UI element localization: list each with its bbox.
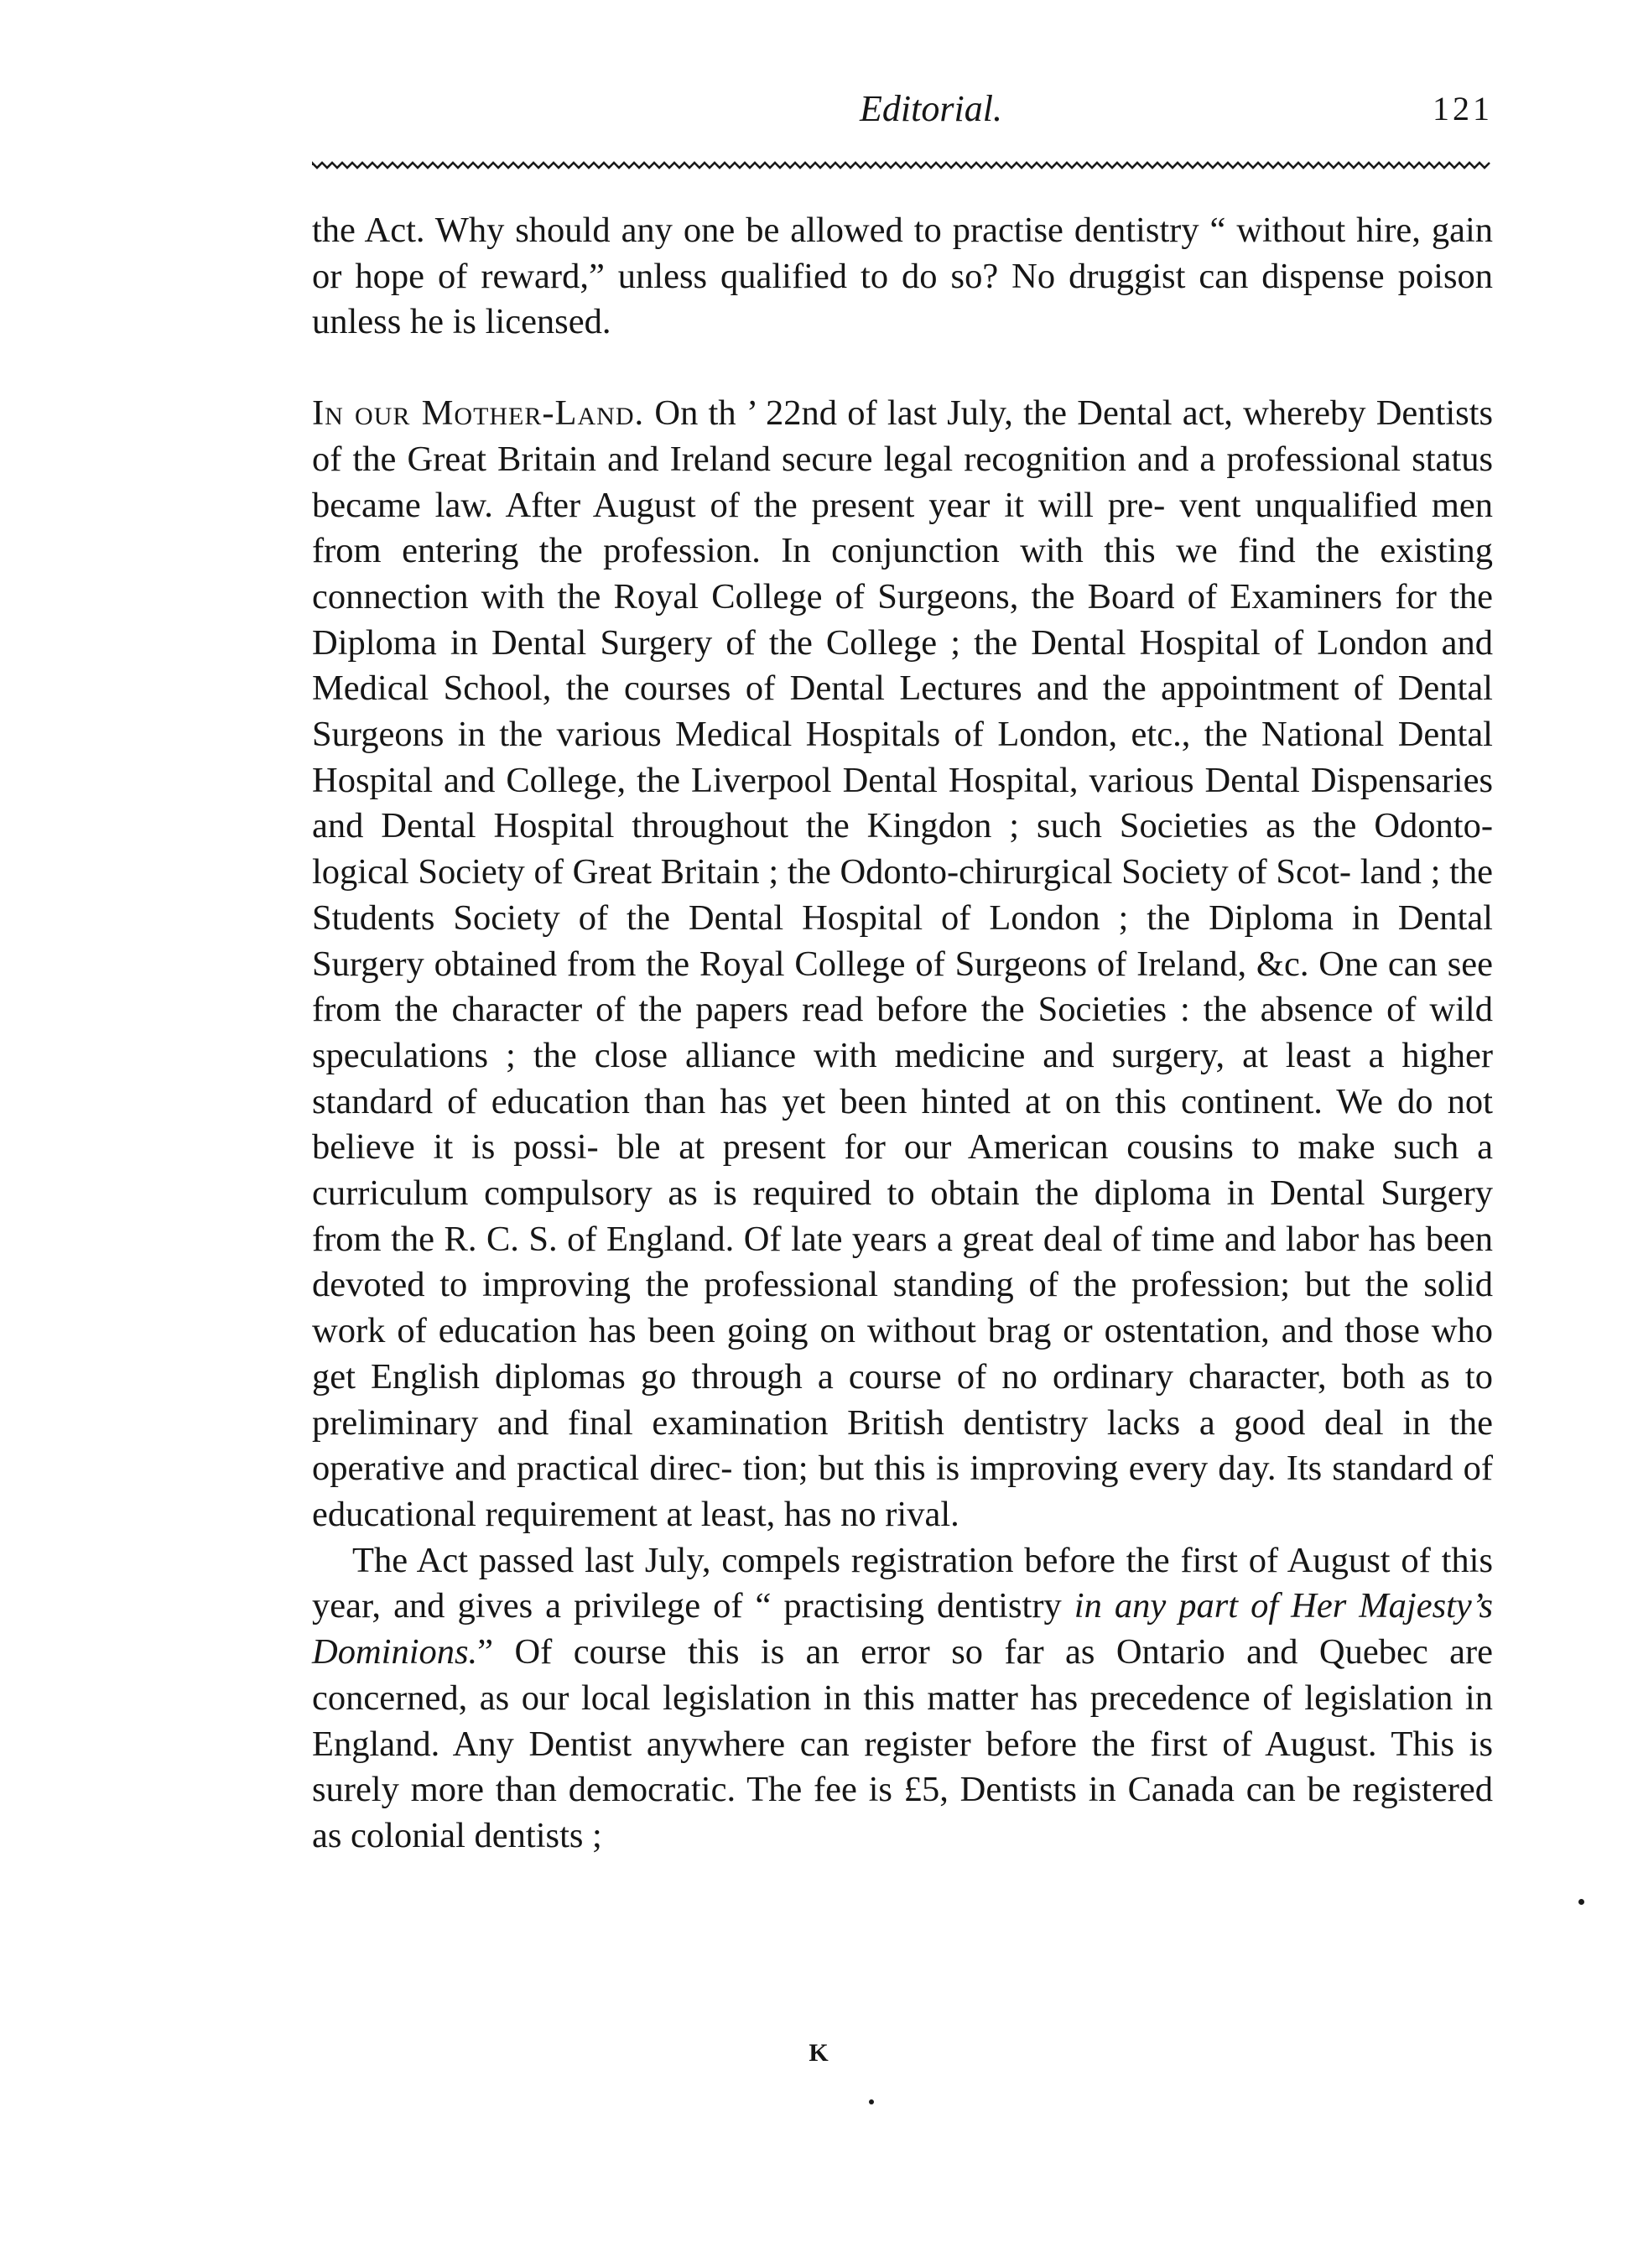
paragraph-3-text-a: The Act passed last July, compels registration before the first of August of this year, and gives a privilege of “ practising dentistry bbox=[312, 1540, 1493, 1626]
paragraph-1: the Act. Why should any one be allowed to practise dentistry “ without hire, gain or hope of reward,” unless qualified to do so? No druggist can dispense poison unless he is licensed. bbox=[312, 211, 1493, 342]
paragraph-3 bbox=[312, 1538, 1493, 1860]
page-number: 121 bbox=[1433, 90, 1493, 127]
wavy-rule-graphic bbox=[312, 159, 1493, 171]
paragraph-3-italic: in any part of Her Majesty’s Dominions. bbox=[312, 1586, 1494, 1672]
paragraph-3-text-b: ” Of course this is an error so far as Ontario and Quebec are concerned, as our local legislation in this matter has precedence of legislation in England. Any Dentist anywhere can register before the first of August. This is surely more than democratic. The fee is £5, Dentists in Canada can be registered as colonial dentists ; bbox=[312, 1632, 1493, 1855]
article-body bbox=[312, 208, 1493, 1860]
wavy-rule bbox=[312, 159, 1493, 171]
paragraph-2-text: On th ’ 22nd of last July, the Dental act, whereby Dentists of the Great Britain and Ireland secure legal recognition and a professional status became law. After August of the present year it will pre- vent unqualified men from entering the profession. In conjunction with this we find the existing connection with the Royal College of Surgeons, the Board of Examiners for the Diploma in Dental Surgery of the College ; the Dental Hospital of London and Medical School, the courses of Dental Lectures and the appointment of Dental Surgeons in the various Medical Hospitals of London, etc., the National Dental Hospital and College, the Liverpool Dental Hospital, various Dental Dispensaries and Dental Hospital throughout the Kingdon ; such Societies as the Odonto- logical Society of Great Britain ; the Odonto-chirurgical Society of Scot- land ; the Students Society of the Dental Hospital of London ; the Diploma in Dental Surgery obtained from the Royal College of Surgeons of Ireland, &c. One can see from the character of the papers read before the Societies : the absence of wild speculations ; the close alliance with medicine and surgery, at least a higher standard of education than has yet been hinted at on this continent. We do not believe it is possi- ble at present for our American cousins to make such a curriculum compulsory as is required to obtain the diploma in Dental Surgery from the R. C. S. of England. Of late years a great deal of time and labor has been devoted to improving the professional standing of the profession; but the solid work of education has been going on without brag or ostentation, and those who get English diplomas go through a course of no ordinary character, both as to preliminary and final examination British dentistry lacks a good deal in the operative and practical direc- tion; but this is improving every day. Its standard of educational requirement at least, has no rival. bbox=[312, 393, 1494, 1534]
running-title: Editorial. bbox=[860, 88, 1002, 129]
ink-speck bbox=[1578, 1899, 1584, 1905]
running-head bbox=[0, 84, 1638, 134]
signature-mark: K bbox=[809, 2039, 829, 2067]
paragraph-2 bbox=[312, 391, 1493, 1538]
section-heading: In our Mother-Land. bbox=[312, 393, 645, 434]
ink-speck bbox=[869, 2099, 874, 2104]
